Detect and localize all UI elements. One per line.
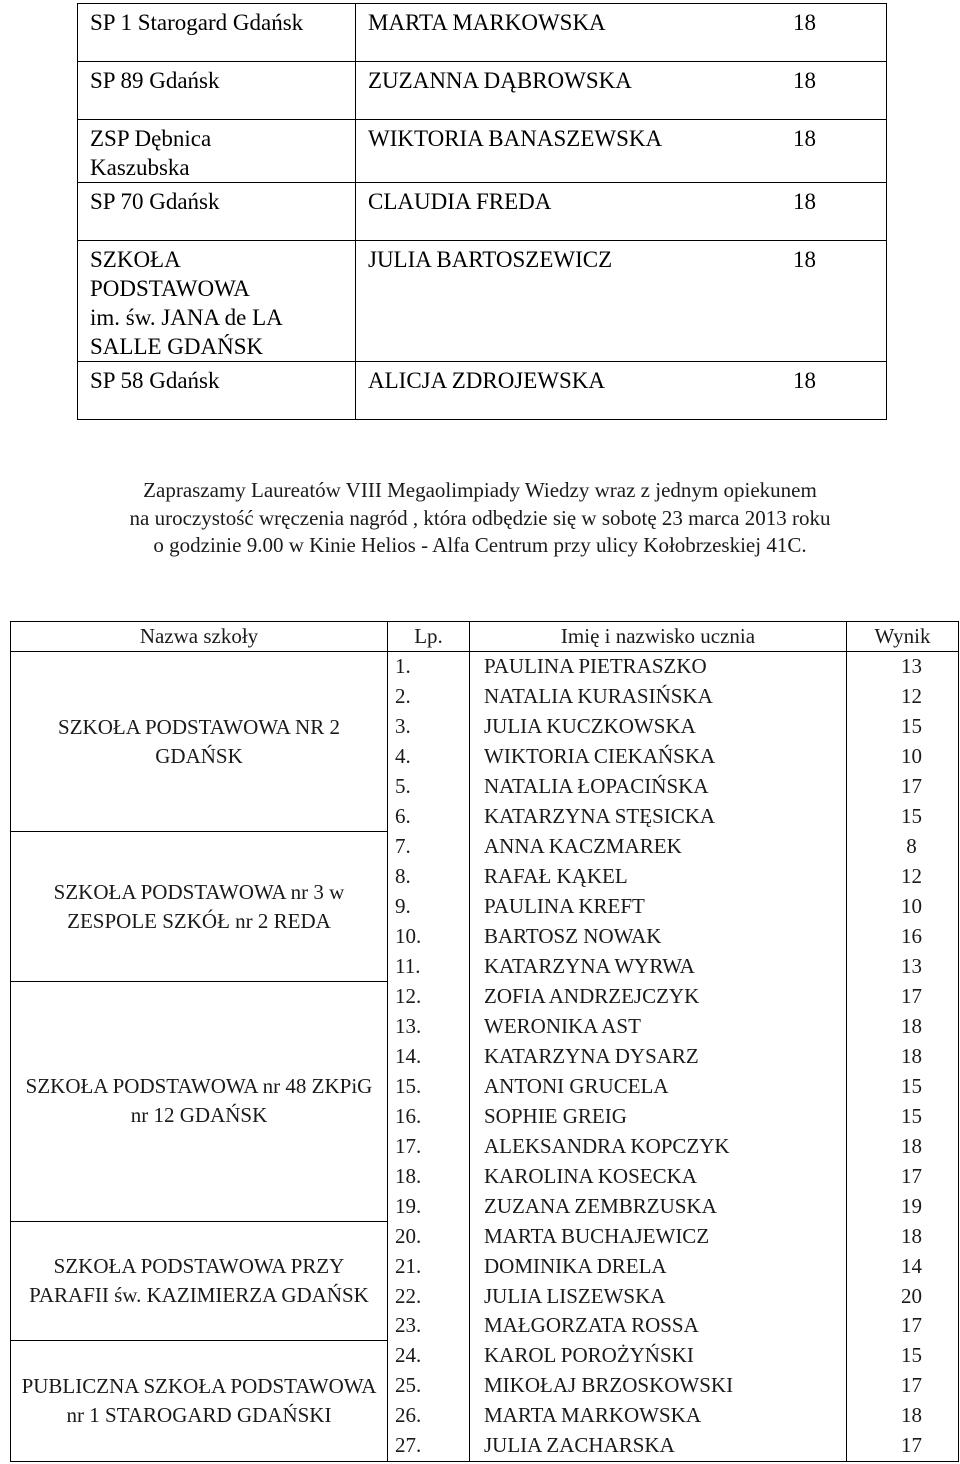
top-student-score: 18: [793, 68, 816, 93]
student-name-cell: WIKTORIA CIEKAŃSKA: [470, 742, 847, 772]
student-score-cell: 16: [847, 922, 959, 952]
student-lp-cell: 7.: [388, 832, 470, 862]
student-name-cell: JULIA KUCZKOWSKA: [470, 712, 847, 742]
invitation-line-3: o godzinie 9.00 w Kinie Helios - Alfa Centrum przy ulicy Kołobrzeskiej 41C.: [153, 533, 807, 557]
student-name-cell: JULIA LISZEWSKA: [470, 1281, 847, 1311]
student-lp-cell: 12.: [388, 982, 470, 1012]
student-lp-cell: 11.: [388, 952, 470, 982]
results-header-row: [11, 622, 959, 652]
top-student-score-cell: [356, 4, 887, 62]
student-score-cell: 17: [847, 1431, 959, 1462]
student-lp-cell: 21.: [388, 1251, 470, 1281]
invitation-line-2: na uroczystość wręczenia nagród , która odbędzie się w sobotę 23 marca 2013 roku: [129, 505, 831, 530]
top-student-score-cell: [356, 241, 887, 362]
student-score-cell: 17: [847, 1161, 959, 1191]
student-lp-cell: 14.: [388, 1041, 470, 1071]
top-student-name: MARTA MARKOWSKA: [368, 10, 606, 35]
student-name-cell: ZOFIA ANDRZEJCZYK: [470, 982, 847, 1012]
student-score-cell: 19: [847, 1191, 959, 1221]
student-name-cell: MARTA MARKOWSKA: [470, 1401, 847, 1431]
student-name-cell: BARTOSZ NOWAK: [470, 922, 847, 952]
invitation-text: [40, 477, 920, 560]
top-results-table: [77, 3, 887, 420]
top-student-name: CLAUDIA FREDA: [368, 189, 552, 214]
school-name-cell: SZKOŁA PODSTAWOWA nr 3 w ZESPOLE SZKÓŁ nr 2 REDA: [11, 832, 388, 982]
student-lp-cell: 19.: [388, 1191, 470, 1221]
student-score-cell: 14: [847, 1251, 959, 1281]
student-name-cell: MARTA BUCHAJEWICZ: [470, 1221, 847, 1251]
top-row: [78, 241, 887, 362]
student-score-cell: 18: [847, 1221, 959, 1251]
top-student-name: WIKTORIA BANASZEWSKA: [368, 126, 663, 151]
top-student-score: 18: [793, 368, 816, 393]
student-name-cell: PAULINA PIETRASZKO: [470, 652, 847, 682]
student-name-cell: ALEKSANDRA KOPCZYK: [470, 1131, 847, 1161]
student-score-cell: 18: [847, 1011, 959, 1041]
student-name-cell: RAFAŁ KĄKEL: [470, 862, 847, 892]
student-score-cell: 15: [847, 802, 959, 832]
top-student-name: ZUZANNA DĄBROWSKA: [368, 68, 632, 93]
student-lp-cell: 13.: [388, 1011, 470, 1041]
student-name-cell: MIKOŁAJ BRZOSKOWSKI: [470, 1371, 847, 1401]
top-school-cell: SP 70 Gdańsk: [78, 183, 356, 241]
student-lp-cell: 2.: [388, 682, 470, 712]
student-name-cell: KATARZYNA STĘSICKA: [470, 802, 847, 832]
table-row: [11, 1221, 959, 1251]
student-name-cell: ANNA KACZMAREK: [470, 832, 847, 862]
student-name-cell: JULIA ZACHARSKA: [470, 1431, 847, 1462]
table-row: [11, 652, 959, 682]
top-row: [78, 4, 887, 62]
top-student-score-cell: [356, 120, 887, 183]
top-student-name: JULIA BARTOSZEWICZ: [368, 247, 613, 272]
top-school-cell: SP 58 Gdańsk: [78, 362, 356, 420]
student-lp-cell: 26.: [388, 1401, 470, 1431]
student-name-cell: NATALIA ŁOPACIŃSKA: [470, 772, 847, 802]
student-name-cell: MAŁGORZATA ROSSA: [470, 1311, 847, 1341]
student-name-cell: ZUZANA ZEMBRZUSKA: [470, 1191, 847, 1221]
student-name-cell: KATARZYNA WYRWA: [470, 952, 847, 982]
invitation-line-1: Zapraszamy Laureatów VIII Megaolimpiady Wiedzy wraz z jednym opiekunem: [143, 478, 817, 502]
student-lp-cell: 22.: [388, 1281, 470, 1311]
student-name-cell: WERONIKA AST: [470, 1011, 847, 1041]
student-name-cell: PAULINA KREFT: [470, 892, 847, 922]
student-lp-cell: 5.: [388, 772, 470, 802]
student-score-cell: 15: [847, 1071, 959, 1101]
top-row: [78, 62, 887, 120]
student-lp-cell: 23.: [388, 1311, 470, 1341]
student-lp-cell: 15.: [388, 1071, 470, 1101]
student-lp-cell: 27.: [388, 1431, 470, 1462]
top-student-score-cell: [356, 62, 887, 120]
top-student-score: 18: [793, 10, 816, 35]
student-score-cell: 13: [847, 952, 959, 982]
student-score-cell: 17: [847, 1371, 959, 1401]
student-lp-cell: 6.: [388, 802, 470, 832]
top-student-score-cell: [356, 362, 887, 420]
top-student-score: 18: [793, 247, 816, 272]
header-name: Imię i nazwisko ucznia: [470, 622, 847, 652]
header-score: Wynik: [847, 622, 959, 652]
student-lp-cell: 24.: [388, 1341, 470, 1371]
student-lp-cell: 18.: [388, 1161, 470, 1191]
student-lp-cell: 25.: [388, 1371, 470, 1401]
student-score-cell: 18: [847, 1131, 959, 1161]
header-lp: Lp.: [388, 622, 470, 652]
student-score-cell: 15: [847, 1341, 959, 1371]
top-student-score-cell: [356, 183, 887, 241]
top-student-score: 18: [793, 189, 816, 214]
student-score-cell: 8: [847, 832, 959, 862]
table-row: [11, 832, 959, 862]
student-name-cell: KATARZYNA DYSARZ: [470, 1041, 847, 1071]
student-score-cell: 10: [847, 742, 959, 772]
student-name-cell: NATALIA KURASIŃSKA: [470, 682, 847, 712]
student-name-cell: KAROL POROŻYŃSKI: [470, 1341, 847, 1371]
header-school: Nazwa szkoły: [11, 622, 388, 652]
student-score-cell: 20: [847, 1281, 959, 1311]
top-student-name: ALICJA ZDROJEWSKA: [368, 368, 606, 393]
student-score-cell: 18: [847, 1401, 959, 1431]
top-school-cell: ZSP Dębnica Kaszubska: [78, 120, 356, 183]
student-score-cell: 10: [847, 892, 959, 922]
student-score-cell: 12: [847, 682, 959, 712]
school-name-cell: PUBLICZNA SZKOŁA PODSTAWOWA nr 1 STAROGARD GDAŃSKI: [11, 1341, 388, 1462]
school-name-cell: SZKOŁA PODSTAWOWA nr 48 ZKPiG nr 12 GDAŃSK: [11, 982, 388, 1222]
top-row: [78, 183, 887, 241]
student-name-cell: KAROLINA KOSECKA: [470, 1161, 847, 1191]
student-name-cell: SOPHIE GREIG: [470, 1101, 847, 1131]
top-school-cell: SZKOŁA PODSTAWOWA im. św. JANA de LA SALLE GDAŃSK: [78, 241, 356, 362]
student-score-cell: 18: [847, 1041, 959, 1071]
student-lp-cell: 16.: [388, 1101, 470, 1131]
top-row: [78, 120, 887, 183]
student-lp-cell: 3.: [388, 712, 470, 742]
table-row: [11, 1341, 959, 1371]
top-school-cell: SP 89 Gdańsk: [78, 62, 356, 120]
student-lp-cell: 17.: [388, 1131, 470, 1161]
school-name-cell: SZKOŁA PODSTAWOWA NR 2 GDAŃSK: [11, 652, 388, 832]
student-score-cell: 17: [847, 1311, 959, 1341]
student-name-cell: ANTONI GRUCELA: [470, 1071, 847, 1101]
student-score-cell: 12: [847, 862, 959, 892]
student-score-cell: 13: [847, 652, 959, 682]
student-score-cell: 15: [847, 1101, 959, 1131]
student-lp-cell: 1.: [388, 652, 470, 682]
student-score-cell: 17: [847, 772, 959, 802]
top-student-score: 18: [793, 126, 816, 151]
top-row: [78, 362, 887, 420]
top-school-cell: SP 1 Starogard Gdańsk: [78, 4, 356, 62]
student-lp-cell: 8.: [388, 862, 470, 892]
school-name-cell: SZKOŁA PODSTAWOWA PRZY PARAFII św. KAZIMIERZA GDAŃSK: [11, 1221, 388, 1341]
student-lp-cell: 10.: [388, 922, 470, 952]
student-lp-cell: 20.: [388, 1221, 470, 1251]
table-row: [11, 982, 959, 1012]
student-lp-cell: 9.: [388, 892, 470, 922]
student-score-cell: 17: [847, 982, 959, 1012]
student-name-cell: DOMINIKA DRELA: [470, 1251, 847, 1281]
student-lp-cell: 4.: [388, 742, 470, 772]
student-score-cell: 15: [847, 712, 959, 742]
results-table: [10, 621, 959, 1462]
